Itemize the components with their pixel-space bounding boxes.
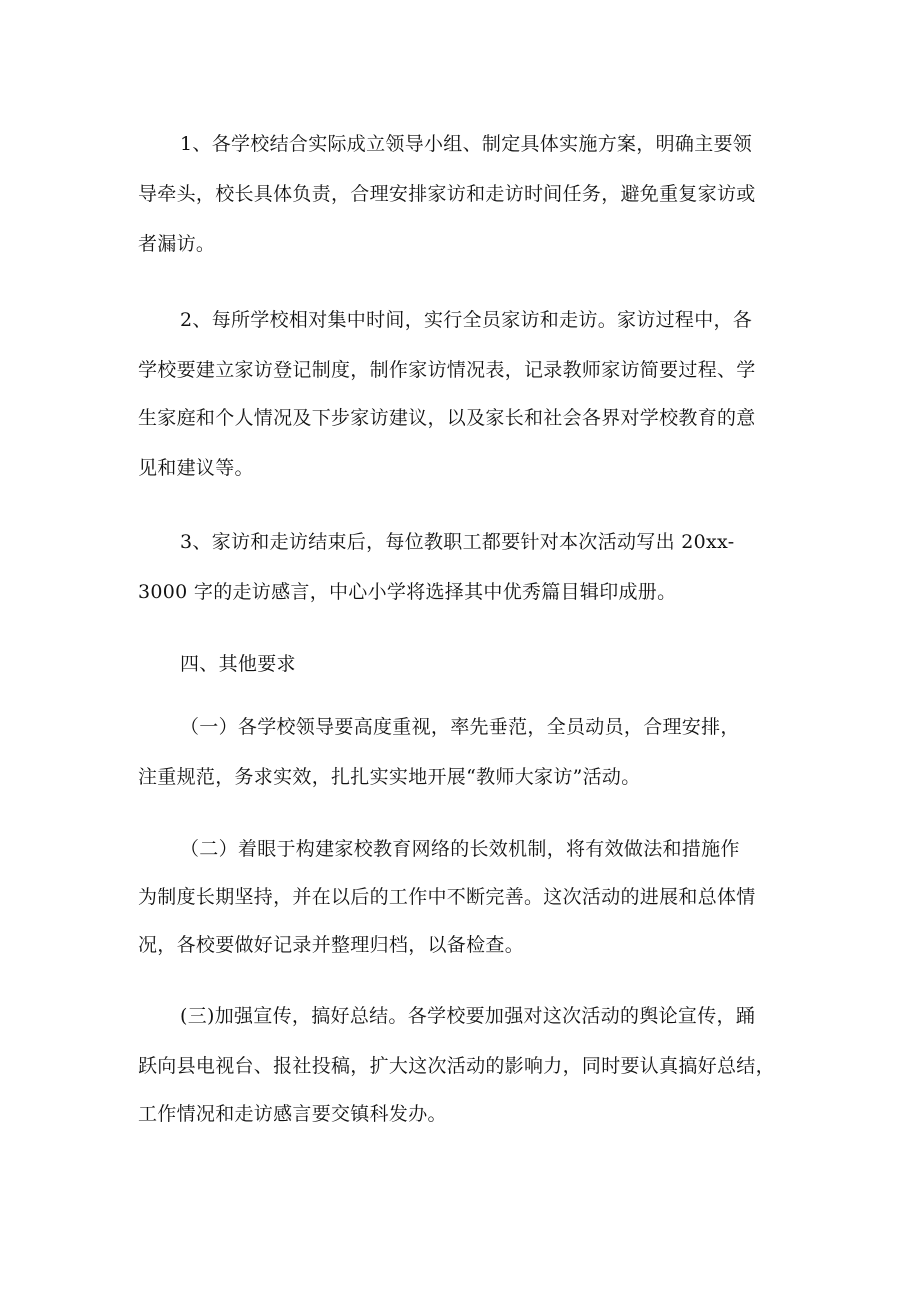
item-3-line-2: 3000 字的走访感言，中心小学将选择其中优秀篇目辑印成册。 <box>138 581 677 603</box>
item-2-line-2: 学校要建立家访登记制度，制作家访情况表，记录教师家访简要过程、学 <box>138 359 756 381</box>
req-1-line-2: 注重规范，务求实效，扎扎实实地开展“教师大家访”活动。 <box>138 766 641 788</box>
item-2-line-3: 生家庭和个人情况及下步家访建议，以及家长和社会各界对学校教育的意 <box>138 407 756 429</box>
req-1-line-1: （一）各学校领导要高度重视，率先垂范，全员动员，合理安排， <box>180 716 740 738</box>
item-2-line-1: 2、每所学校相对集中时间，实行全员家访和走访。家访过程中，各 <box>180 309 753 331</box>
item-1-line-2: 导牵头，校长具体负责，合理安排家访和走访时间任务，避免重复家访或 <box>138 183 756 205</box>
item-3-line-1: 3、家访和走访结束后，每位教职工都要针对本次活动写出 20xx- <box>180 531 735 553</box>
req-2-line-2: 为制度长期坚持，并在以后的工作中不断完善。这次活动的进展和总体情 <box>138 886 756 908</box>
section-4-heading: 四、其他要求 <box>180 653 296 675</box>
req-3-line-1: (三)加强宣传，搞好总结。各学校要加强对这次活动的舆论宣传，踊 <box>180 1005 756 1027</box>
req-2-line-3: 况，各校要做好记录并整理归档，以备检查。 <box>138 934 525 956</box>
item-2-line-4: 见和建议等。 <box>138 457 254 479</box>
item-1-line-3: 者漏访。 <box>138 233 216 255</box>
req-2-line-1: （二）着眼于构建家校教育网络的长效机制，将有效做法和措施作 <box>180 838 740 860</box>
req-3-line-3: 工作情况和走访感言要交镇科发办。 <box>138 1103 447 1125</box>
item-1-line-1: 1、各学校结合实际成立领导小组、制定具体实施方案，明确主要领 <box>180 133 753 155</box>
req-3-line-2: 跃向县电视台、报社投稿，扩大这次活动的影响力，同时要认真搞好总结， <box>138 1055 775 1077</box>
